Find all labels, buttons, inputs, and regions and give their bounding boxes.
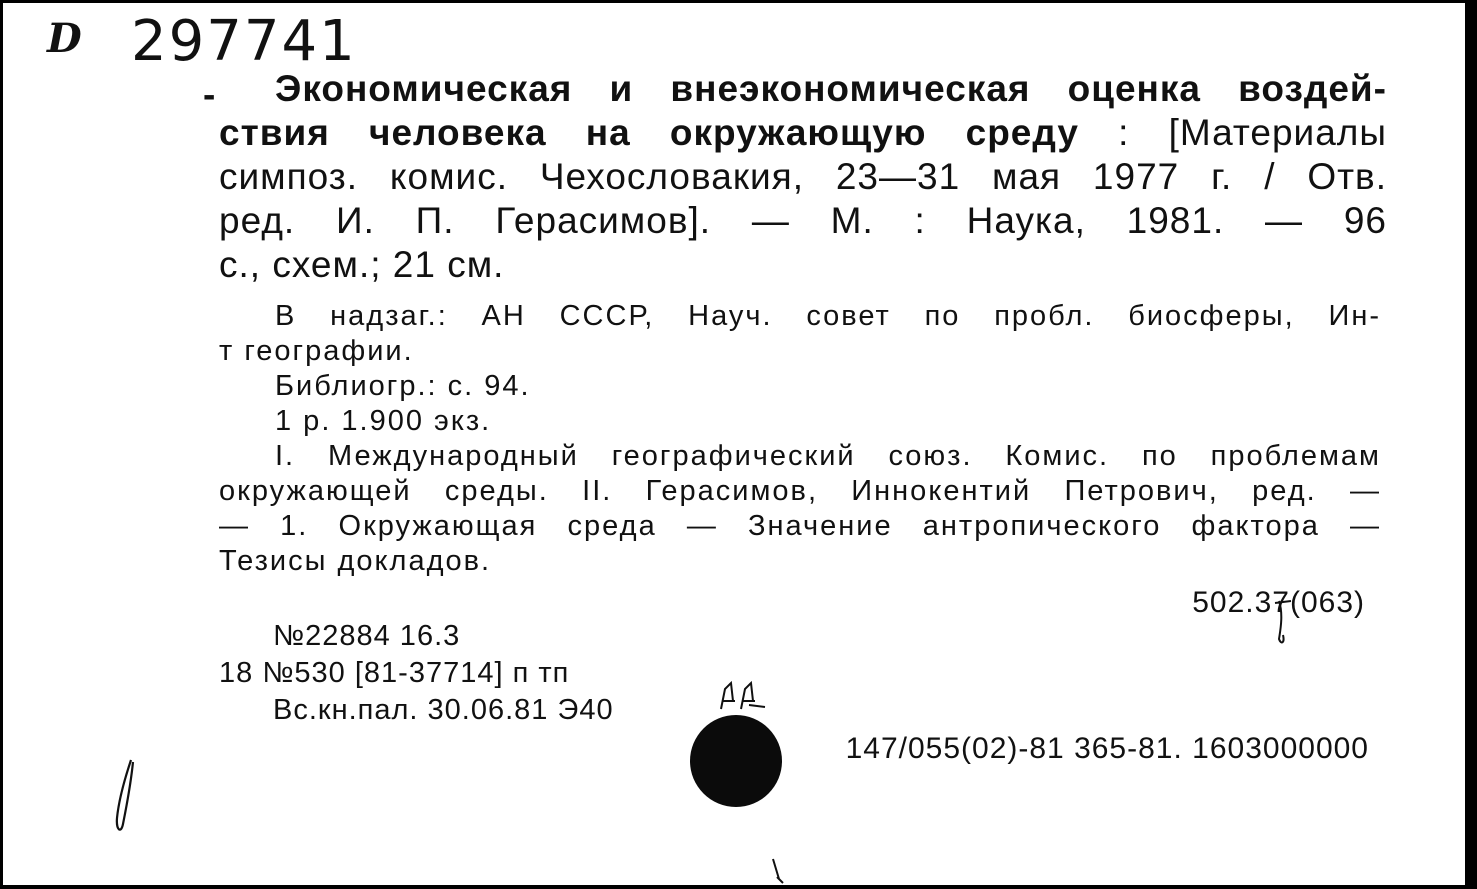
call-number: 297741 [131, 9, 357, 74]
bibliographic-title [203, 67, 1387, 287]
order-number: 18 №530 [81-37714] п тп [219, 657, 570, 689]
ink-blot [690, 715, 782, 807]
notes-block [219, 299, 1381, 579]
note-line: Библиогр.: с. 94. [275, 370, 531, 402]
title-line: ствия человека на окружающую среду : [Материалы [219, 112, 1387, 153]
title-line: Экономическая и внеэкономическая оценка воздей- [275, 68, 1387, 109]
ink-scratch-icon [769, 857, 787, 887]
handwritten-mark: D [47, 15, 82, 62]
note-line: 1 р. 1.900 экз. [275, 405, 492, 437]
title-line: с., схем.; 21 см. [219, 244, 505, 285]
note-line: Тезисы докладов. [219, 545, 492, 577]
note-line: I. Международный географический союз. Комис. по проблемам [275, 440, 1381, 472]
title-line: симпоз. комис. Чехословакия, 23—31 мая 1977 г. / Отв. [219, 156, 1387, 197]
pen-correction-icon [1269, 583, 1299, 649]
note-line: окружающей среды. II. Герасимов, Иннокентий Петрович, ред. — [219, 475, 1381, 507]
bullet-dot-icon: - [203, 74, 217, 115]
index-code [712, 732, 1369, 766]
handwritten-initials-icon [719, 679, 769, 715]
pen-stroke-icon [111, 758, 141, 838]
inventory-number: №22884 16.3 [273, 620, 461, 652]
title-line: ред. И. П. Герасимов]. — М. : Наука, 1981. — 96 [219, 200, 1387, 241]
index-code-rest: 147/055(02)-81 365-81. 1603000000 [845, 732, 1369, 765]
note-line: В надзаг.: АН СССР, Науч. совет по пробл. биосферы, Ин- [275, 300, 1381, 332]
note-line: — 1. Окружающая среда — Значение антропического фактора — [219, 510, 1381, 542]
note-line: т географии. [219, 335, 414, 367]
book-chamber-date: Вс.кн.пал. 30.06.81 Э40 [273, 694, 614, 726]
udc-code: 502.37(063) [1192, 586, 1365, 619]
